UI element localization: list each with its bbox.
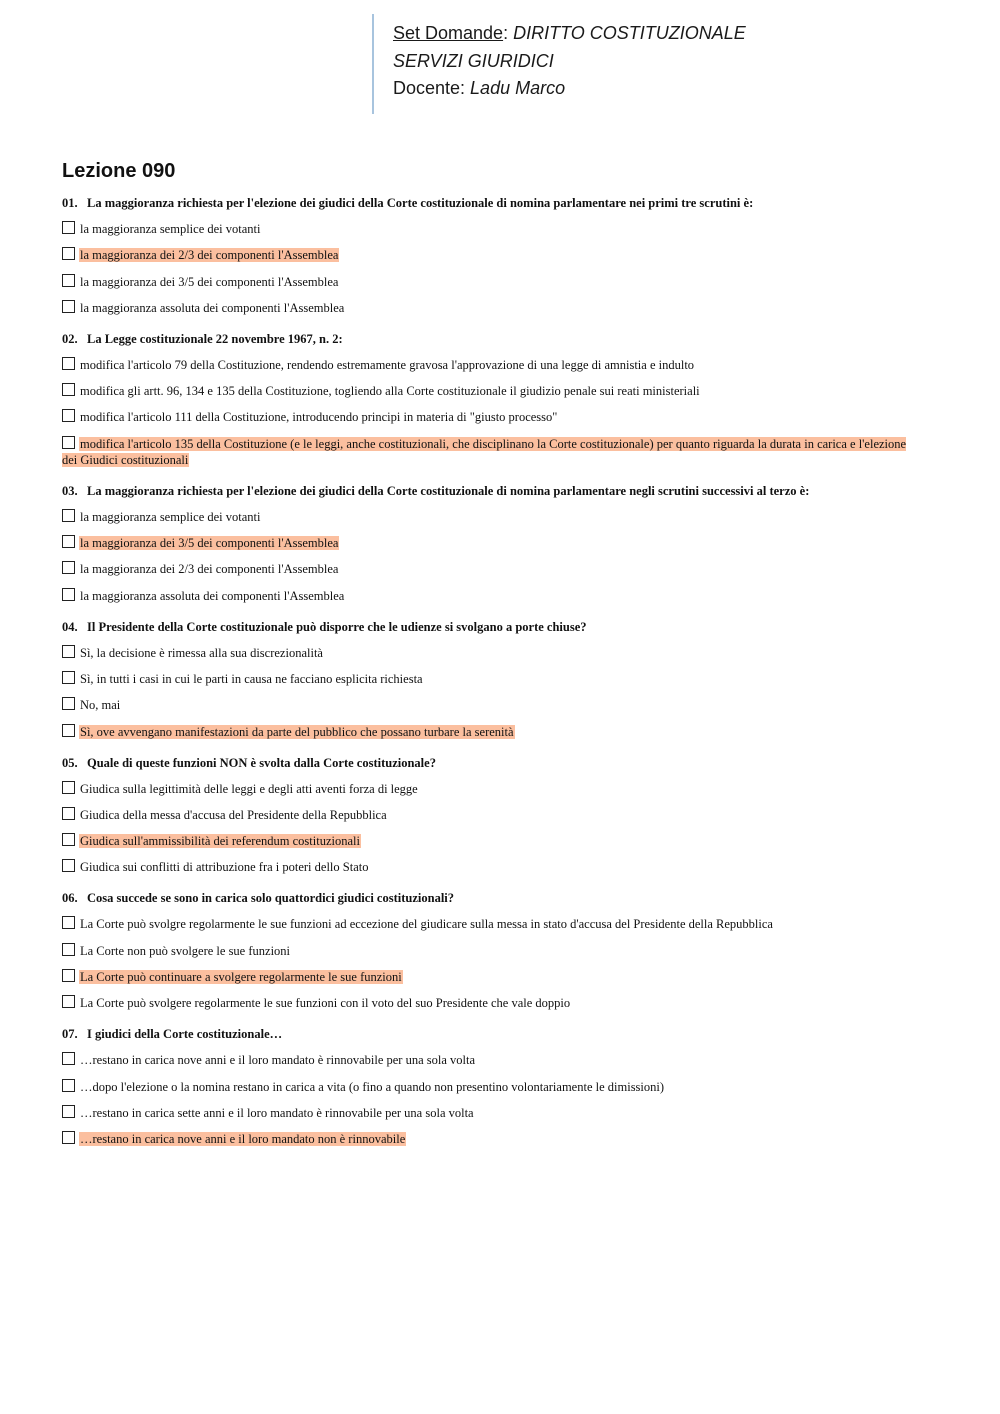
question-5 bbox=[62, 755, 922, 876]
answer-option[interactable] bbox=[62, 671, 922, 687]
answer-text: la maggioranza assoluta dei componenti l'Assemblea bbox=[80, 300, 345, 315]
question-2 bbox=[62, 331, 922, 468]
course-name: SERVIZI GIURIDICI bbox=[393, 50, 554, 71]
checkbox[interactable] bbox=[62, 588, 75, 601]
answer-text: No, mai bbox=[80, 698, 121, 713]
answer-text: modifica gli artt. 96, 134 e 135 della Costituzione, togliendo alla Corte costituzionale il giudizio penale sui reati ministeriali bbox=[80, 384, 700, 399]
answer-text: …dopo l'elezione o la nomina restano in carica a vita (o fino a quando non presentino volontariamente le dimissioni) bbox=[80, 1079, 665, 1094]
answer-option[interactable] bbox=[62, 561, 922, 577]
answer-option[interactable] bbox=[62, 807, 922, 823]
answer-text: la maggioranza semplice dei votanti bbox=[80, 222, 261, 236]
answer-option[interactable] bbox=[62, 916, 922, 932]
question-list bbox=[62, 195, 922, 1162]
answer-option-correct[interactable] bbox=[62, 969, 922, 985]
answer-option[interactable] bbox=[62, 357, 922, 373]
answer-option[interactable] bbox=[62, 943, 922, 959]
answer-text: la maggioranza dei 2/3 dei componenti l'Assemblea bbox=[80, 248, 339, 263]
checkbox[interactable] bbox=[62, 1079, 75, 1092]
teacher-name: Ladu Marco bbox=[470, 78, 566, 98]
question-text bbox=[62, 1026, 922, 1043]
checkbox[interactable] bbox=[62, 561, 75, 574]
answer-text: modifica l'articolo 79 della Costituzione, rendendo estremamente gravosa l'approvazione di una legge di amnistia e indulto bbox=[80, 357, 695, 372]
answer-option-correct[interactable] bbox=[62, 535, 922, 551]
answer-option[interactable] bbox=[62, 781, 922, 797]
checkbox[interactable] bbox=[62, 509, 75, 522]
answer-option-correct[interactable] bbox=[62, 724, 922, 740]
answer-text: …restano in carica nove anni e il loro mandato non è rinnovabile bbox=[80, 1132, 406, 1147]
answer-option[interactable] bbox=[62, 995, 922, 1011]
course-line bbox=[393, 48, 746, 76]
answer-text: la maggioranza dei 3/5 dei componenti l'Assemblea bbox=[80, 536, 339, 551]
checkbox[interactable] bbox=[62, 1052, 75, 1065]
question-label: La maggioranza richiesta per l'elezione dei giudici della Corte costituzionale di nomina parlamentare nei primi tre scrutini è: bbox=[87, 196, 754, 210]
answer-text: la maggioranza semplice dei votanti bbox=[80, 509, 261, 524]
question-number: 04. bbox=[62, 619, 78, 634]
checkbox[interactable] bbox=[62, 916, 75, 929]
checkbox[interactable] bbox=[62, 807, 75, 820]
question-3 bbox=[62, 483, 922, 604]
set-colon: : bbox=[503, 23, 514, 43]
question-text bbox=[62, 890, 922, 907]
checkbox[interactable] bbox=[62, 300, 75, 313]
answer-option-correct[interactable] bbox=[62, 833, 922, 849]
question-text bbox=[62, 483, 922, 500]
checkbox[interactable] bbox=[62, 645, 75, 658]
question-text bbox=[62, 619, 922, 636]
question-4 bbox=[62, 619, 922, 740]
question-label: Cosa succede se sono in carica solo quattordici giudici costituzionali? bbox=[87, 891, 455, 906]
question-number: 05. bbox=[62, 755, 78, 770]
question-7 bbox=[62, 1026, 922, 1147]
checkbox[interactable] bbox=[62, 357, 75, 370]
answer-text: Giudica sulla legittimità delle leggi e degli atti aventi forza di legge bbox=[80, 781, 418, 796]
answer-text: modifica l'articolo 135 della Costituzione (e le leggi, anche costituzionali, che disciplinano la Corte costituzionale) per quanto riguarda la durata in carica e l'elezione dei Giudici costituzionali bbox=[62, 436, 907, 467]
question-label: La Legge costituzionale 22 novembre 1967, n. 2: bbox=[87, 331, 343, 346]
answer-option[interactable] bbox=[62, 859, 922, 875]
answer-option[interactable] bbox=[62, 409, 922, 425]
checkbox[interactable] bbox=[62, 995, 75, 1008]
checkbox[interactable] bbox=[62, 535, 75, 548]
answer-option[interactable] bbox=[62, 383, 922, 399]
answer-text: Giudica della messa d'accusa del Presidente della Repubblica bbox=[80, 807, 387, 822]
set-value: DIRITTO COSTITUZIONALE bbox=[513, 23, 746, 43]
answer-option[interactable] bbox=[62, 1079, 922, 1095]
answer-text: modifica l'articolo 111 della Costituzione, introducendo principi in materia di "giusto processo" bbox=[80, 410, 558, 425]
teacher-line bbox=[393, 75, 746, 103]
teacher-label: Docente: bbox=[393, 78, 471, 98]
checkbox[interactable] bbox=[62, 697, 75, 710]
answer-text: Sì, la decisione è rimessa alla sua discrezionalità bbox=[80, 645, 323, 660]
answer-text: …restano in carica nove anni e il loro mandato è rinnovabile per una sola volta bbox=[80, 1053, 476, 1068]
question-number: 03. bbox=[62, 483, 78, 498]
checkbox[interactable] bbox=[62, 833, 75, 846]
question-label: La maggioranza richiesta per l'elezione dei giudici della Corte costituzionale di nomina parlamentare negli scrutini successivi al terzo è: bbox=[87, 483, 810, 498]
answer-text: la maggioranza dei 2/3 dei componenti l'Assemblea bbox=[80, 562, 339, 577]
checkbox[interactable] bbox=[62, 436, 75, 449]
answer-text: La Corte può svolgre regolarmente le sue funzioni ad eccezione del giudicare sulla messa in stato d'accusa del Presidente della Repubblica bbox=[80, 917, 773, 932]
checkbox[interactable] bbox=[62, 943, 75, 956]
question-label: I giudici della Corte costituzionale… bbox=[87, 1027, 283, 1042]
question-1 bbox=[62, 195, 922, 316]
answer-option[interactable] bbox=[62, 697, 922, 713]
answer-option[interactable] bbox=[62, 509, 922, 525]
checkbox[interactable] bbox=[62, 1131, 75, 1144]
answer-text: …restano in carica sette anni e il loro mandato è rinnovabile per una sola volta bbox=[80, 1105, 474, 1120]
question-label: Il Presidente della Corte costituzionale può disporre che le udienze si svolgano a porte chiuse? bbox=[87, 619, 587, 634]
question-text bbox=[62, 331, 922, 348]
checkbox[interactable] bbox=[62, 859, 75, 872]
answer-option[interactable] bbox=[62, 1105, 922, 1121]
lesson-title: Lezione 090 bbox=[62, 160, 176, 182]
set-label: Set Domande bbox=[393, 23, 504, 43]
answer-text: la maggioranza assoluta dei componenti l'Assemblea bbox=[80, 588, 345, 603]
checkbox[interactable] bbox=[62, 409, 75, 422]
answer-text: La Corte può continuare a svolgere regolarmente le sue funzioni bbox=[80, 970, 402, 985]
question-number: 07. bbox=[62, 1027, 78, 1042]
set-line bbox=[393, 14, 746, 48]
checkbox[interactable] bbox=[62, 724, 75, 737]
checkbox[interactable] bbox=[62, 969, 75, 982]
answer-option[interactable] bbox=[62, 588, 922, 604]
question-text bbox=[62, 195, 922, 212]
checkbox[interactable] bbox=[62, 274, 75, 287]
question-number: 01. bbox=[62, 196, 78, 210]
answer-text: Sì, ove avvengano manifestazioni da parte del pubblico che possano turbare la serenità bbox=[80, 724, 514, 739]
answer-option[interactable] bbox=[62, 300, 922, 316]
answer-option[interactable] bbox=[62, 274, 922, 290]
answer-text: la maggioranza dei 3/5 dei componenti l'Assemblea bbox=[80, 274, 339, 289]
answer-option[interactable] bbox=[62, 1052, 922, 1068]
question-6 bbox=[62, 890, 922, 1011]
answer-text: Giudica sui conflitti di attribuzione fra i poteri dello Stato bbox=[80, 860, 369, 875]
answer-text: La Corte può svolgere regolarmente le sue funzioni con il voto del suo Presidente che vale doppio bbox=[80, 996, 571, 1011]
answer-option[interactable] bbox=[62, 221, 922, 237]
answer-option-correct[interactable] bbox=[62, 247, 922, 263]
checkbox[interactable] bbox=[62, 1105, 75, 1118]
checkbox[interactable] bbox=[62, 671, 75, 684]
answer-option[interactable] bbox=[62, 645, 922, 661]
document-header bbox=[372, 14, 746, 114]
answer-text: Giudica sull'ammissibilità dei referendum costituzionali bbox=[80, 834, 360, 849]
question-number: 02. bbox=[62, 331, 78, 346]
checkbox[interactable] bbox=[62, 221, 75, 234]
question-label: Quale di queste funzioni NON è svolta dalla Corte costituzionale? bbox=[87, 755, 436, 770]
checkbox[interactable] bbox=[62, 247, 75, 260]
answer-text: Sì, in tutti i casi in cui le parti in causa ne facciano esplicita richiesta bbox=[80, 671, 423, 686]
answer-option-correct[interactable] bbox=[62, 436, 922, 468]
question-text bbox=[62, 755, 922, 772]
answer-option-correct[interactable] bbox=[62, 1131, 922, 1147]
answer-text: La Corte non può svolgere le sue funzioni bbox=[80, 943, 291, 958]
checkbox[interactable] bbox=[62, 383, 75, 396]
checkbox[interactable] bbox=[62, 781, 75, 794]
question-number: 06. bbox=[62, 891, 78, 906]
